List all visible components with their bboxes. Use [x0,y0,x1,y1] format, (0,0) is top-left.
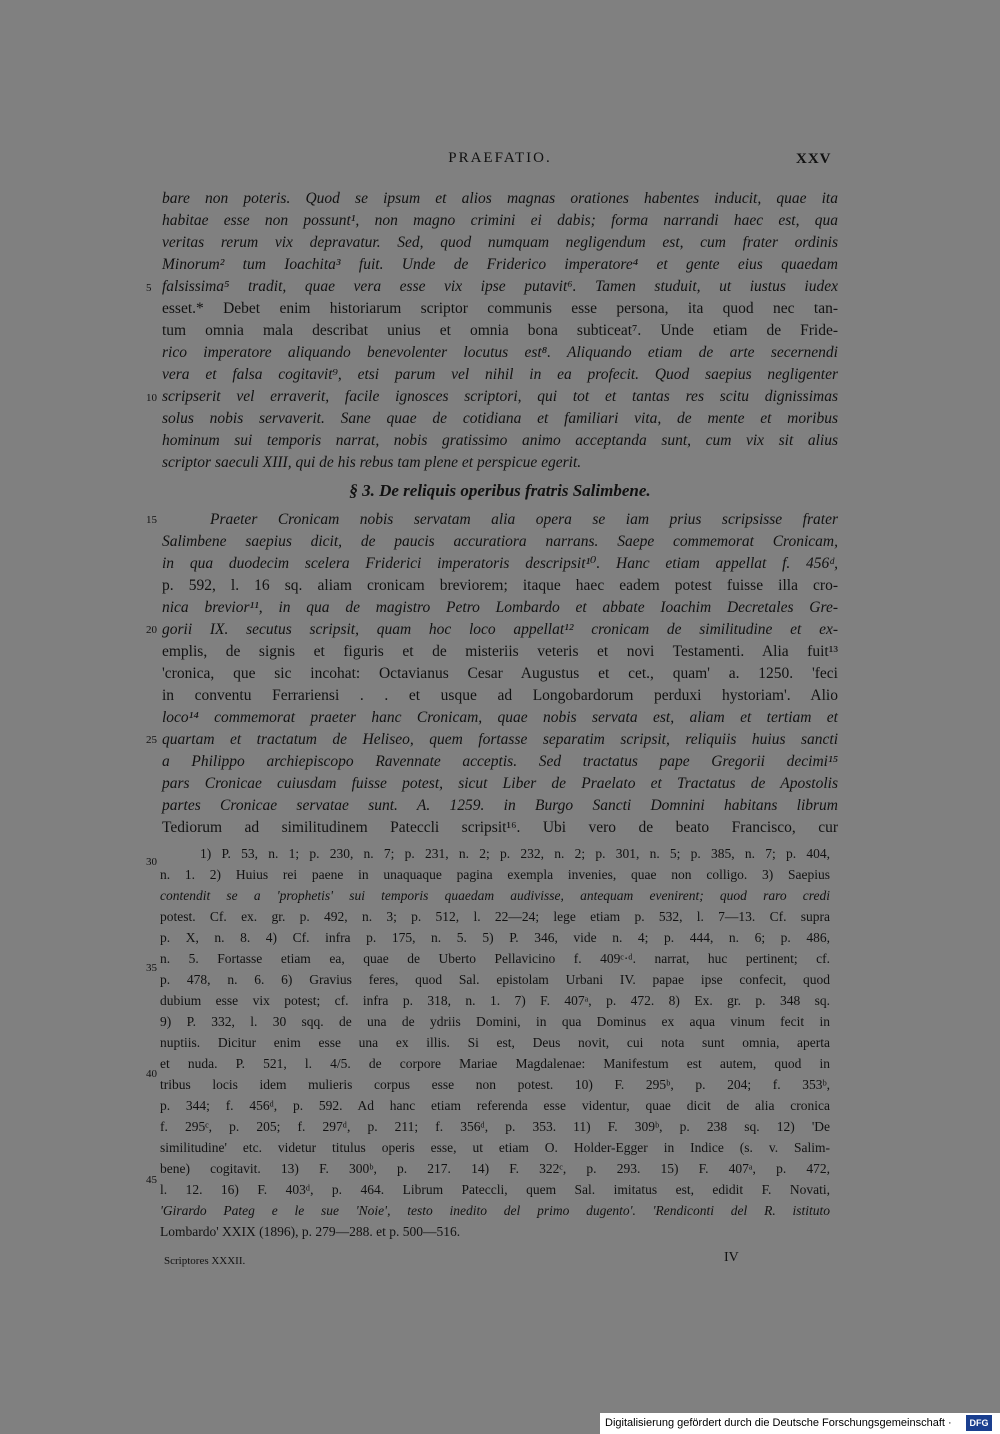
digitization-credit: Digitalisierung gefördert durch die Deutsche Forschungsgemeinschaft · [605,1417,952,1429]
text-line: solus nobis servaverit. Sane quae de cotidiana et familiari vita, de mente et moribus [162,410,838,427]
margin-line-number: 10 [146,392,157,404]
text-line: bare non poteris. Quod se ipsum et alios magnas orationes habentes inducit, quae ita [162,190,838,207]
footnote-line: f. 295ᶜ, p. 205; f. 297ᵈ, p. 211; f. 356ᵈ, p. 353. 11) F. 309ᵇ, p. 238 sq. 12) 'De [160,1119,830,1134]
margin-line-number: 35 [146,962,157,974]
footnote-line: p. X, n. 8. 4) Cf. infra p. 175, n. 5. 5) P. 346, vide n. 4; p. 444, n. 6; p. 486, [160,930,830,945]
text-line: nica brevior¹¹, in qua de magistro Petro Lombardo et abbate Ioachim Decretales Gre- [162,599,838,616]
footnote-line: dubium esse vix potest; cf. infra p. 318, n. 1. 7) F. 407ᵃ, p. 472. 8) Ex. gr. p. 348 sq. [160,993,830,1008]
footnote-line: p. 478, n. 6. 6) Gravius feres, quod Sal. epistolam Urbani IV. papae ipse confecit, quod [160,972,830,987]
footnote-line: nuptiis. Dicitur enim esse una ex illis. Si est, Deus novit, cui nota sunt omnia, aperta [160,1035,830,1050]
signature-mark: Scriptores XXXII. [164,1255,246,1267]
footnote-line: Lombardo' XXIX (1896), p. 279—288. et p. 500—516. [160,1224,461,1239]
text-line: p. 592, l. 16 sq. aliam cronicam breviorem; itaque haec eadem potest fuisse illa cro- [162,577,838,594]
text-line: in qua duodecim scelera Friderici imperatoris descripsit¹⁰. Hanc etiam appellat f. 456ᵈ, [162,555,838,572]
footnote-line: potest. Cf. ex. gr. p. 492, n. 3; p. 512, l. 22—24; lege etiam p. 532, l. 7—13. Cf. supra [160,909,830,924]
margin-line-number: 30 [146,856,157,868]
text-line: gorii IX. secutus scripsit, quam hoc loco appellat¹² cronicam de similitudine et ex- [162,621,838,638]
text-line: Minorum² tum Ioachita³ fuit. Unde de Friderico imperatore⁴ et gente eius quaedam [162,256,838,273]
margin-line-number: 45 [146,1174,157,1186]
text-line: scripserit vel erraverit, facile ignosces scriptori, qui tot et tantas res scitu dignissimas [162,388,838,405]
footnote-line: p. 344; f. 456ᵈ, p. 592. Ad hanc etiam referenda esse videntur, quae dicit de alia cronica [160,1098,830,1113]
footnote-line: similitudine' etc. videtur titulus operis esse, ut etiam O. Holder-Egger in Indice (s. v. Salim- [160,1140,830,1155]
margin-line-number: 25 [146,734,157,746]
footnote-line: 'Girardo Pateg e le sue 'Noie', testo inedito del primo dugento'. 'Rendiconti del R. istituto [160,1203,830,1218]
footnote-line: bene) cogitavit. 13) F. 300ᵇ, p. 217. 14) F. 322ᶜ, p. 293. 15) F. 407ᵃ, p. 472, [160,1161,830,1176]
text-line: in conventu Ferrariensi . . et usque ad Longobardorum perduxi hystoriam'. Alio [162,687,838,704]
text-line: loco¹⁴ commemorat praeter hanc Cronicam, quae nobis servata est, aliam et tertiam et [162,709,838,726]
footnote-line: l. 12. 16) F. 403ᵈ, p. 464. Librum Pateccli, quem Sal. imitatus est, edidit F. Novati, [160,1182,830,1197]
text-line: emplis, de signis et figuris et de misteriis veteris et novi Testamenti. Alia fuit¹³ [162,643,838,660]
text-line: quartam et tractatum de Heliseo, quem fortasse separatim scripsit, reliquiis huius sancti [162,731,838,748]
section-heading: § 3. De reliquis operibus fratris Salimbene. [349,481,651,500]
text-line: scriptor saeculi XIII, qui de his rebus tam plene et perspicue egerit. [162,454,582,471]
text-line: pars Cronicae cuiusdam fuisse potest, sicut Liber de Praelato et Tractatus de Apostolis [162,775,838,792]
text-line: veritas rerum vix depravatur. Sed, quod numquam negligendum est, cum frater ordinis [162,234,838,251]
footnote-line: n. 1. 2) Huius rei paene in unaquaque pagina exempla invenies, quae non colligo. 3) Saepius [160,867,830,882]
page-number: XXV [796,151,832,167]
footnote-line: tribus locis idem mulieris corpus esse non potest. 10) F. 295ᵇ, p. 204; f. 353ᵇ, [160,1077,830,1092]
running-head: PRAEFATIO. [448,150,552,166]
dfg-logo-icon: DFG [966,1415,992,1431]
text-line: Salimbene saepius dicit, de paucis accuratiora narrans. Saepe commemorat Cronicam, [162,533,838,550]
text-line: partes Cronicae servatae sunt. A. 1259. in Burgo Sancti Domnini habitans librum [162,797,838,814]
text-line: Tediorum ad similitudinem Pateccli scripsit¹⁶. Ubi vero de beato Francisco, cur [162,819,838,836]
text-line: falsissima⁵ tradit, quae vera esse vix ipse putavit⁶. Tamen studuit, ut iustus iudex [162,278,838,295]
footnote-line: 9) P. 332, l. 30 sqq. de una de ydriis Domini, in qua Dominus ex aqua vinum fecit in [160,1014,830,1029]
text-line: a Philippo archiepiscopo Ravennate acceptis. Sed tractatus pape Gregorii decimi¹⁵ [162,753,838,770]
footnote-line: contendit se a 'prophetis' sui temporis quaedam audivisse, antequam evenirent; quod raro credi [160,888,830,903]
margin-line-number: 5 [146,282,152,294]
text-line: rico imperatore aliquando benevolenter locutus est⁸. Aliquando etiam de arte secernendi [162,344,838,361]
margin-line-number: 20 [146,624,157,636]
text-line: Praeter Cronicam nobis servatam alia opera se iam prius scripsisse frater [210,511,838,528]
text-line: tum omnia mala describat unius et omnia bona subticeat⁷. Unde etiam de Fride- [162,322,838,339]
footnote-line: 1) P. 53, n. 1; p. 230, n. 7; p. 231, n. 2; p. 232, n. 2; p. 301, n. 5; p. 385, n. 7; p. 404, [200,846,830,861]
margin-line-number: 40 [146,1068,157,1080]
text-line: habitae esse non possunt¹, non magno crimini ei dabis; forma narrandi haec est, qua [162,212,838,229]
text-line: vera et falsa cogitavit⁹, etsi parum vel nihil in ea profecit. Quod saepius negligenter [162,366,838,383]
gathering-mark: IV [724,1250,739,1265]
margin-line-number: 15 [146,514,157,526]
footnote-line: et nuda. P. 521, l. 4/5. de corpore Mariae Magdalenae: Manifestum est autem, quod in [160,1056,830,1071]
text-line: hominum sui temporis narrat, nobis gratissimo animo acceptanda sunt, cum vix sit alius [162,432,838,449]
footnote-line: n. 5. Fortasse etiam ea, quae de Uberto Pellavicino f. 409ᶜ·ᵈ. narrat, huc pertinent; cf. [160,951,830,966]
text-line: esset.* Debet enim historiarum scriptor communis esse persona, ita quod nec tan- [162,300,838,317]
text-line: 'cronica, que sic incohat: Octavianus Cesar Augustus et cet., quam' a. 1250. 'feci [162,665,838,682]
